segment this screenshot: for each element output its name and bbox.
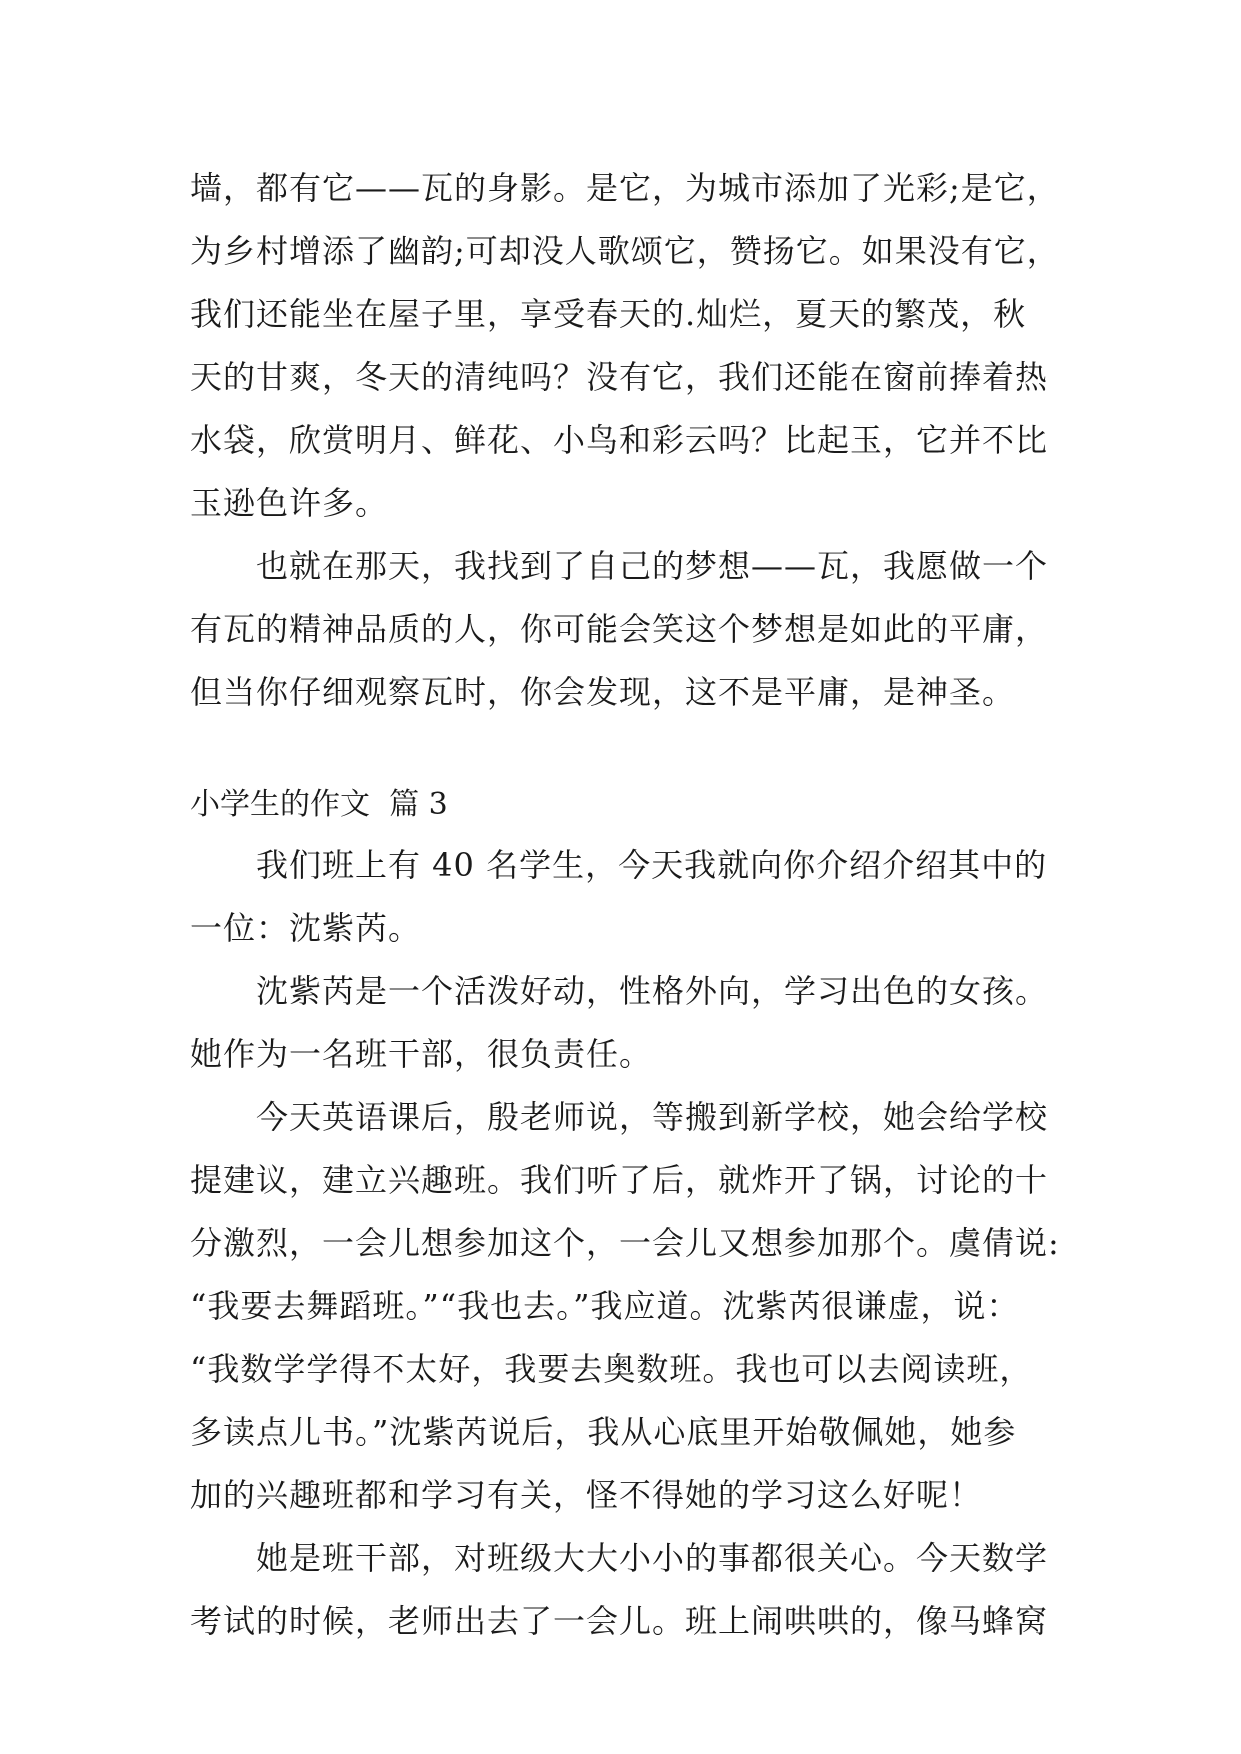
paragraph-line: 我们班上有 40 名学生，今天我就向你介绍介绍其中的	[190, 846, 1048, 884]
paragraph-line: 今天英语课后，殷老师说，等搬到新学校，她会给学校	[190, 1098, 1049, 1136]
paragraph-line: 有瓦的精神品质的人，你可能会笑这个梦想是如此的平庸，	[190, 610, 1049, 648]
paragraph-line: 考试的时候，老师出去了一会儿。班上闹哄哄的，像马蜂窝	[190, 1602, 1049, 1640]
paragraph-line: 提建议，建立兴趣班。我们听了后，就炸开了锅，讨论的十	[190, 1161, 1049, 1199]
paragraph-line: 分激烈，一会儿想参加这个，一会儿又想参加那个。虞倩说:	[190, 1224, 1060, 1262]
paragraph-line: 她是班干部，对班级大大小小的事都很关心。今天数学	[190, 1539, 1049, 1577]
paragraph-line: 一位：沈紫芮。	[190, 909, 422, 947]
paragraph-line: “我数学学得不太好，我要去奥数班。我也可以去阅读班，	[190, 1350, 1033, 1388]
paragraph-line: 墙，都有它——瓦的身影。是它，为城市添加了光彩;是它，	[190, 169, 1060, 207]
paragraph-line: 玉逊色许多。	[190, 484, 389, 522]
paragraph-line: 为乡村增添了幽韵;可却没人歌颂它，赞扬它。如果没有它，	[190, 232, 1060, 270]
paragraph-line: 多读点儿书。”沈紫芮说后，我从心底里开始敬佩她，她参	[190, 1413, 1017, 1451]
paragraph-line: 加的兴趣班都和学习有关，怪不得她的学习这么好呢！	[190, 1476, 983, 1514]
paragraph-line: 我们还能坐在屋子里，享受春天的.灿烂，夏天的繁茂，秋	[190, 295, 1027, 333]
paragraph-line: 天的甘爽，冬天的清纯吗？没有它，我们还能在窗前捧着热	[190, 358, 1049, 396]
paragraph-line: 水袋，欣赏明月、鲜花、小鸟和彩云吗？比起玉，它并不比	[190, 421, 1049, 459]
paragraph-line: 沈紫芮是一个活泼好动，性格外向，学习出色的女孩。	[190, 972, 1049, 1010]
paragraph-line: 也就在那天，我找到了自己的梦想——瓦，我愿做一个	[190, 547, 1049, 585]
paragraph-line: 她作为一名班干部，很负责任。	[190, 1035, 653, 1073]
section-heading: 小学生的作文 篇 3	[190, 787, 448, 822]
paragraph-line: “我要去舞蹈班。”“我也去。”我应道。沈紫芮很谦虚，说：	[190, 1287, 1020, 1325]
paragraph-line: 但当你仔细观察瓦时，你会发现，这不是平庸，是神圣。	[190, 673, 1016, 711]
